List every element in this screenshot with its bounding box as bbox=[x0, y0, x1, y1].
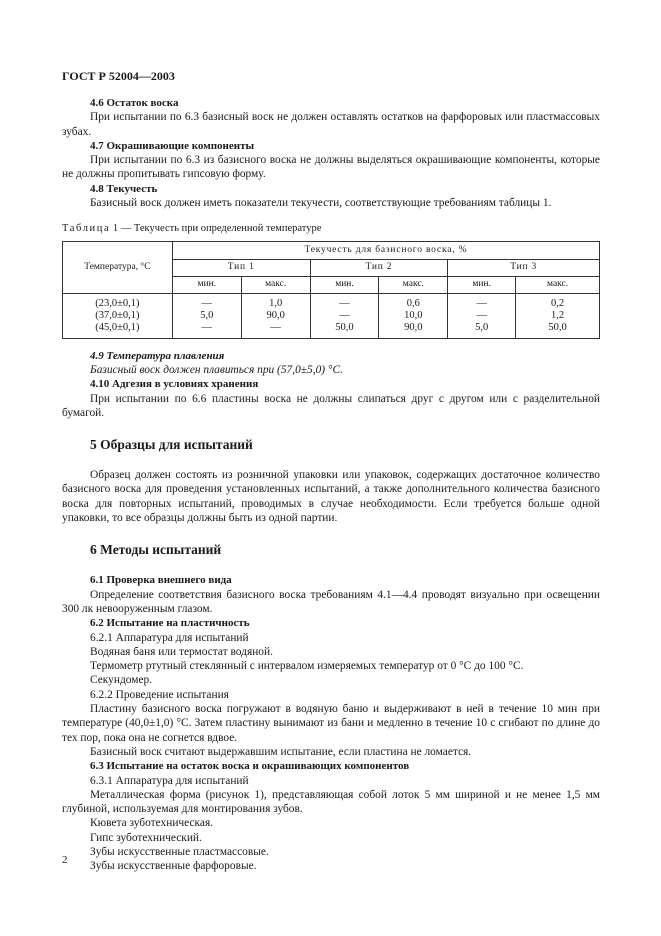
table-cell: 1,0 bbox=[269, 297, 283, 309]
temperature-value: (37,0±0,1) bbox=[95, 309, 140, 321]
section-4-7-heading: 4.7 Окрашивающие компоненты bbox=[90, 139, 255, 152]
table-1-caption bbox=[62, 222, 600, 236]
section-4-7-text: При испытании по 6.3 из базисного воска не должны выделяться окрашивающие компоненты, которые не должны пропитывать гипсовую форму. bbox=[62, 154, 600, 181]
table-cell: — bbox=[339, 297, 350, 309]
section-6-3-1-text: Металлическая форма (рисунок 1), представляющая собой лоток 5 мм шириной и не менее 1,5 мм глубиной, используемая для монтирования зубов. bbox=[62, 788, 600, 816]
table-cell: 0,2 bbox=[551, 297, 565, 309]
section-4-8-text: Базисный воск должен иметь показатели текучести, соответствующие требованиям таблицы 1. bbox=[90, 197, 552, 210]
table-cell: — bbox=[201, 297, 213, 309]
table-cell: — bbox=[339, 309, 350, 321]
section-6-2-2-text: Базисный воск считают выдержавшим испытание, если пластина не ломается. bbox=[90, 745, 472, 758]
flow-table bbox=[62, 241, 600, 339]
section-6-2-1-item: Секундомер. bbox=[90, 674, 153, 687]
section-6-1-heading: 6.1 Проверка внешнего вида bbox=[90, 574, 232, 587]
table-cell: 1,2 bbox=[551, 309, 565, 321]
section-5-heading: 5 Образцы для испытаний bbox=[90, 437, 253, 453]
section-6-heading: 6 Методы испытаний bbox=[90, 542, 222, 558]
table-cell: — bbox=[476, 309, 487, 321]
table-cell: 50,0 bbox=[335, 321, 354, 333]
section-4-9-text: Базисный воск должен плавиться при (57,0±5,0) °С. bbox=[90, 363, 343, 376]
section-4-10-heading: 4.10 Адгезия в условиях хранения bbox=[90, 378, 259, 391]
table-cell: 0,6 bbox=[406, 297, 420, 309]
temperature-value: (45,0±0,1) bbox=[95, 321, 140, 333]
table-header-flow: Текучесть для базисного воска, % bbox=[172, 241, 599, 259]
section-6-3-1: 6.3.1 Аппаратура для испытаний bbox=[90, 774, 249, 787]
section-6-3-1-item: Зубы искусственные фарфоровые. bbox=[90, 860, 257, 873]
section-6-2-2: 6.2.2 Проведение испытания bbox=[90, 688, 229, 701]
table-cell: 50,0 bbox=[548, 321, 567, 333]
table-header-type-3: Тип 3 bbox=[448, 259, 600, 276]
table-cell: 5,0 bbox=[475, 321, 489, 333]
page-content bbox=[62, 96, 600, 874]
type-3-max-values bbox=[516, 293, 600, 338]
table-cell: 5,0 bbox=[200, 309, 214, 321]
table-cell: 90,0 bbox=[266, 309, 285, 321]
section-6-3-1-item: Кювета зуботехническая. bbox=[90, 817, 214, 830]
table-header-max: макс. bbox=[516, 276, 600, 293]
table-header-type-1: Тип 1 bbox=[172, 259, 310, 276]
section-4-8-heading: 4.8 Текучесть bbox=[90, 182, 158, 195]
table-1-caption-word: Таблица bbox=[62, 223, 111, 235]
table-temperatures bbox=[63, 293, 173, 338]
section-4-6-text: При испытании по 6.3 базисный воск не должен оставлять остатков на фарфоровых или пластмассовых зубах. bbox=[62, 111, 600, 138]
table-cell: — bbox=[476, 297, 487, 309]
type-1-min-values bbox=[172, 293, 241, 338]
table-header-min: мин. bbox=[310, 276, 379, 293]
type-2-min-values bbox=[310, 293, 379, 338]
section-5-text: Образец должен состоять из розничной упаковки или упаковок, содержащих достаточное количество базисного воска для проведения установленных испытаний, а также дополнительного количества базисного воска для повторных испытаний, проводимых в случае необходимости. Если требуется больше одной упаковки, то все образцы должны быть из одной партии. bbox=[62, 469, 600, 525]
table-cell: — bbox=[201, 321, 213, 333]
table-cell: 90,0 bbox=[404, 321, 423, 333]
section-4-10-text: При испытании по 6.6 пластины воска не должны слипаться друг с другом или с разделительной бумагой. bbox=[62, 392, 600, 419]
table-cell: 10,0 bbox=[404, 309, 423, 321]
table-header-max: макс. bbox=[241, 276, 310, 293]
section-6-2-1: 6.2.1 Аппаратура для испытаний bbox=[90, 631, 249, 644]
section-6-2-heading: 6.2 Испытание на пластичность bbox=[90, 617, 250, 630]
section-6-2-1-item: Термометр ртутный стеклянный с интервалом измеряемых температур от 0 °С до 100 °С. bbox=[90, 660, 524, 673]
section-6-1-text: Определение соответствия базисного воска требованиям 4.1—4.4 проводят визуально при освещении 300 лк невооруженным глазом. bbox=[62, 588, 600, 615]
temperature-value: (23,0±0,1) bbox=[95, 297, 140, 309]
type-3-min-values bbox=[448, 293, 516, 338]
table-header-temperature: Температура, °С bbox=[63, 241, 173, 293]
table-header-type-2: Тип 2 bbox=[310, 259, 448, 276]
section-4-9-heading: 4.9 Температура плавления bbox=[90, 349, 225, 362]
section-6-3-1-item: Зубы искусственные пластмассовые. bbox=[90, 845, 269, 858]
table-header-max: макс. bbox=[379, 276, 448, 293]
type-1-max-values bbox=[241, 293, 310, 338]
document-header: ГОСТ Р 52004—2003 bbox=[62, 69, 175, 83]
table-header-min: мин. bbox=[448, 276, 516, 293]
table-cell: — bbox=[270, 321, 281, 333]
type-2-max-values bbox=[379, 293, 448, 338]
table-1-caption-text: 1 — Текучесть при определенной температуре bbox=[112, 223, 322, 235]
section-4-6-heading: 4.6 Остаток воска bbox=[90, 97, 179, 109]
section-6-2-1-item: Водяная баня или термостат водяной. bbox=[90, 645, 273, 658]
section-6-3-heading: 6.3 Испытание на остаток воска и окрашивающих компонентов bbox=[90, 760, 410, 773]
table-header-min: мин. bbox=[172, 276, 241, 293]
page-number: 2 bbox=[62, 854, 68, 866]
section-6-3-1-item: Гипс зуботехнический. bbox=[90, 831, 202, 844]
section-6-2-2-text: Пластину базисного воска погружают в водяную баню и выдерживают в ней в течение 10 мин при температуре (40,0±1,0) °С. Затем пластину вынимают из бани и медленно в течение 10 с сгибают по длине до тех пор, пока она не согнется вдвое. bbox=[62, 703, 600, 744]
